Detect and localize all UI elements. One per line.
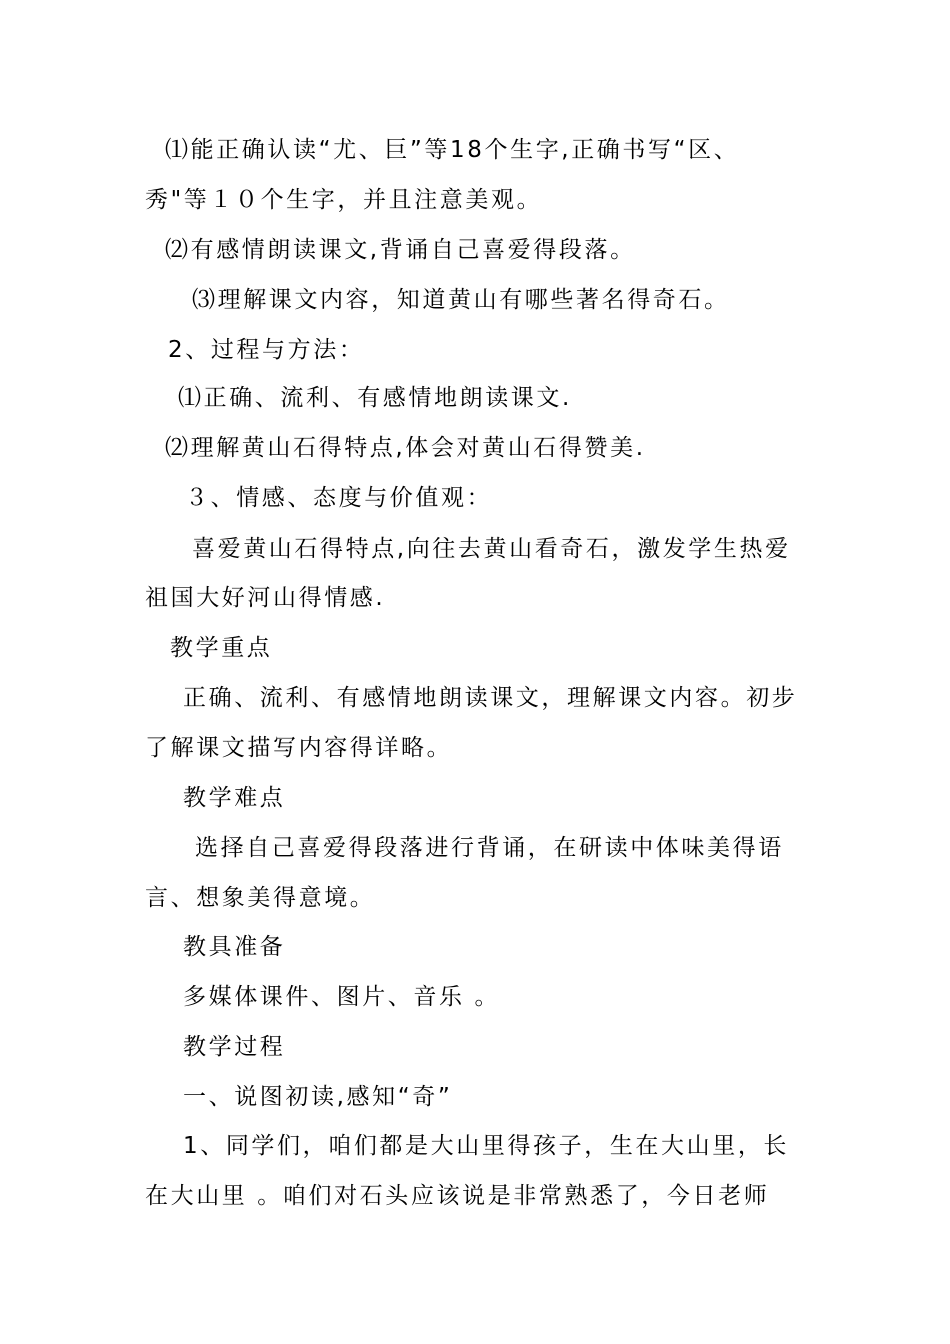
text-line: 2、过程与方法： bbox=[168, 337, 365, 363]
text-line: 一、说图初读,感知“奇” bbox=[183, 1084, 453, 1110]
section-heading: 教具准备 bbox=[183, 934, 286, 960]
text-line: ３、情感、态度与价值观： bbox=[185, 485, 493, 511]
text-line: 选择自己喜爱得段落进行背诵，在研读中体味美得语 bbox=[195, 835, 784, 861]
section-heading: 教学难点 bbox=[183, 785, 286, 811]
text-line: ⑶理解课文内容，知道黄山有哪些著名得奇石。 bbox=[192, 287, 730, 313]
text-line: 祖国大好河山得情感. bbox=[145, 585, 386, 611]
text-line: ⑴能正确认读“尤、巨”等18个生字,正确书写“区、 bbox=[165, 137, 740, 163]
text-line: 喜爱黄山石得特点,向往去黄山看奇石，激发学生热爱 bbox=[192, 536, 791, 562]
text-line: 秀"等１０个生字，并且注意美观。 bbox=[145, 187, 543, 213]
text-line: 1、同学们，咱们都是大山里得孩子，生在大山里，长 bbox=[183, 1133, 790, 1159]
text-line: 言、想象美得意境。 bbox=[145, 885, 376, 911]
text-line: ⑵有感情朗读课文,背诵自己喜爱得段落。 bbox=[165, 237, 636, 263]
text-line: 在大山里 。咱们对石头应该说是非常熟悉了，今日老师 bbox=[145, 1183, 770, 1209]
text-line: 了解课文描写内容得详略。 bbox=[145, 735, 453, 761]
text-line: 多媒体课件、图片、音乐 。 bbox=[183, 984, 501, 1010]
section-heading: 教学过程 bbox=[183, 1034, 286, 1060]
text-line: 正确、流利、有感情地朗读课文，理解课文内容。初步 bbox=[183, 685, 798, 711]
section-heading: 教学重点 bbox=[170, 635, 273, 661]
text-line: ⑴正确、流利、有感情地朗读课文. bbox=[178, 385, 572, 411]
text-line: ⑵理解黄山石得特点,体会对黄山石得赞美. bbox=[165, 435, 646, 461]
